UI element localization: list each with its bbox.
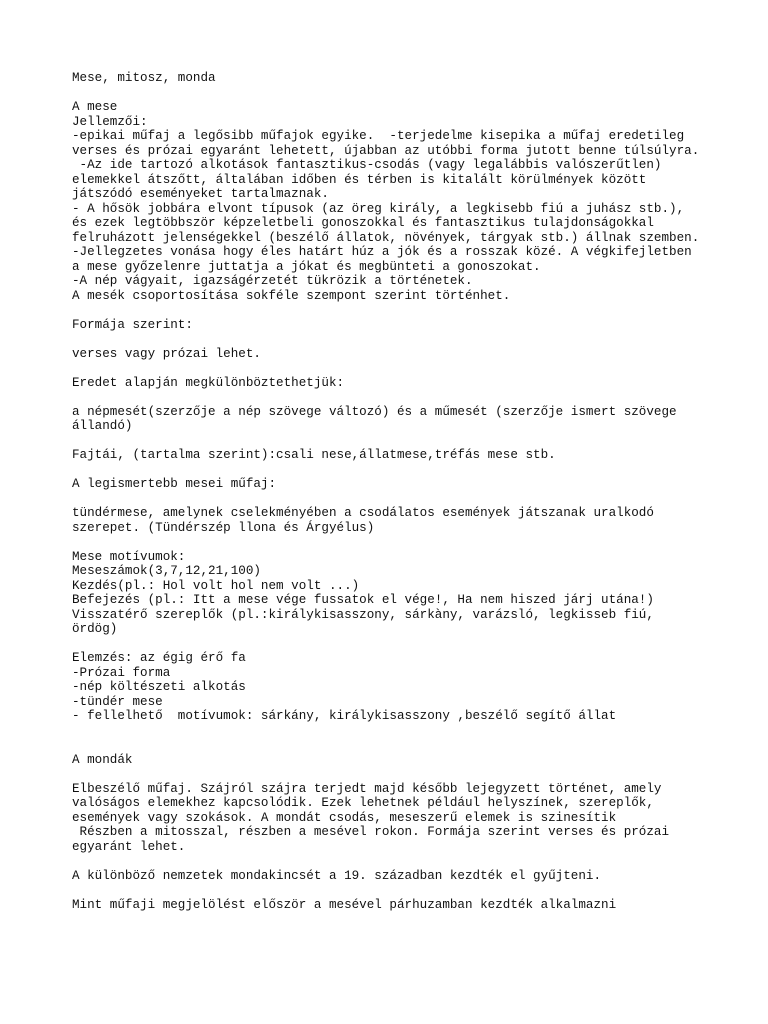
blank-line bbox=[72, 361, 732, 376]
text-line: Kezdés(pl.: Hol volt hol nem volt ...) bbox=[72, 578, 360, 593]
text-line: -nép költészeti alkotás bbox=[72, 680, 246, 694]
text-line: tündérmese, amelynek cselekményében a csodálatos események játszanak uralkodó bbox=[72, 506, 654, 520]
text-line: -Az ide tartozó alkotások fantasztikus-csodás (vagy legalábbis valószerűtlen) bbox=[72, 158, 662, 172]
text-line: ördög) bbox=[72, 622, 118, 636]
text-line: Visszatérő szereplők (pl.:királykisasszony, sárkàny, varázsló, legkisseb fiú, bbox=[72, 607, 654, 622]
text-line: -Prózai forma bbox=[72, 665, 171, 680]
text-line: -A nép vágyait, igazságérzetét tükrözik a történetek. bbox=[72, 274, 473, 288]
text-line: és ezek legtöbbször képzeletbeli gonoszokkal és fantasztikus tulajdonságokkal bbox=[72, 216, 654, 230]
blank-line bbox=[72, 463, 732, 478]
document-body bbox=[72, 71, 732, 912]
text-line: A különböző nemzetek mondakincsét a 19. században kezdték el gyűjteni. bbox=[72, 868, 602, 883]
blank-line bbox=[72, 637, 732, 652]
text-line: verses vagy prózai lehet. bbox=[72, 346, 261, 361]
text-line: -Jellegzetes vonása hogy éles határt húz a jók és a rosszak közé. A végkifejletben bbox=[72, 245, 692, 259]
blank-line bbox=[72, 390, 732, 405]
blank-line bbox=[72, 738, 732, 753]
text-line: elemekkel átszőtt, általában időben és térben is kitalált körülmények között bbox=[72, 172, 647, 187]
blank-line bbox=[72, 535, 732, 550]
text-line: A mondák bbox=[72, 752, 133, 767]
text-line: Elemzés: az égig érő fa bbox=[72, 651, 246, 665]
text-line: -epikai műfaj a legősibb műfajok egyike. -terjedelme kisepika a műfaj eredetileg bbox=[72, 129, 685, 143]
text-line: A mesék csoportosítása sokféle szempont szerint történhet. bbox=[72, 288, 511, 303]
text-line: - A hősök jobbára elvont típusok (az öreg király, a legkisebb fiú a juhász stb.), bbox=[72, 201, 685, 216]
text-line: verses és prózai egyaránt lehetett, újabban az utóbbi forma jutott benne túlsúlyra. bbox=[72, 143, 700, 158]
blank-line bbox=[72, 86, 732, 101]
text-line: Formája szerint: bbox=[72, 317, 193, 332]
text-line: állandó) bbox=[72, 419, 133, 433]
blank-line bbox=[72, 883, 732, 898]
blank-line bbox=[72, 724, 732, 739]
blank-line bbox=[72, 854, 732, 869]
text-line: Eredet alapján megkülönböztethetjük: bbox=[72, 375, 345, 390]
text-line: Részben a mitosszal, részben a mesével rokon. Formája szerint verses és prózai bbox=[72, 825, 670, 839]
text-line: Mint műfaji megjelölést először a mesével párhuzamban kezdték alkalmazni bbox=[72, 897, 617, 912]
text-line: Jellemzői: bbox=[72, 114, 148, 129]
text-line: események vagy szokások. A mondát csodás, meseszerű elemek is szinesítik bbox=[72, 810, 617, 825]
text-line: a népmesét(szerzője a nép szövege változó) és a műmesét (szerzője ismert szövege bbox=[72, 404, 677, 419]
blank-line bbox=[72, 767, 732, 782]
text-line: A mese bbox=[72, 100, 118, 114]
text-line: valóságos elemekhez kapcsolódik. Ezek lehetnek például helyszínek, szereplők, bbox=[72, 796, 654, 810]
text-line: -tündér mese bbox=[72, 694, 163, 709]
text-line: Mese motívumok: bbox=[72, 549, 186, 564]
text-line: Mese, mitosz, monda bbox=[72, 71, 216, 85]
text-line: - fellelhető motívumok: sárkány, királykisasszony ,beszélő segítő állat bbox=[72, 709, 617, 723]
blank-line bbox=[72, 492, 732, 507]
blank-line bbox=[72, 434, 732, 449]
text-line: egyaránt lehet. bbox=[72, 839, 186, 854]
text-line: A legismertebb mesei műfaj: bbox=[72, 477, 277, 491]
text-line: felruházott jelenségekkel (beszélő állatok, növények, tárgyak stb.) állnak szemben. bbox=[72, 230, 700, 245]
blank-line bbox=[72, 303, 732, 318]
text-line: Fajtái, (tartalma szerint):csali nese,állatmese,tréfás mese stb. bbox=[72, 448, 556, 462]
blank-line bbox=[72, 332, 732, 347]
text-line: játszódó eseményeket tartalmaznak. bbox=[72, 187, 329, 201]
text-line: Elbeszélő műfaj. Szájról szájra terjedt majd később lejegyzett történet, amely bbox=[72, 781, 662, 796]
text-line: Befejezés (pl.: Itt a mese vége fussatok el vége!, Ha nem hiszed járj utána!) bbox=[72, 593, 654, 607]
text-line: szerepet. (Tündérszép llona és Árgyélus) bbox=[72, 520, 375, 535]
text-line: a mese győzelenre juttatja a jókat és megbünteti a gonoszokat. bbox=[72, 259, 541, 274]
text-line: Meseszámok(3,7,12,21,100) bbox=[72, 564, 261, 578]
